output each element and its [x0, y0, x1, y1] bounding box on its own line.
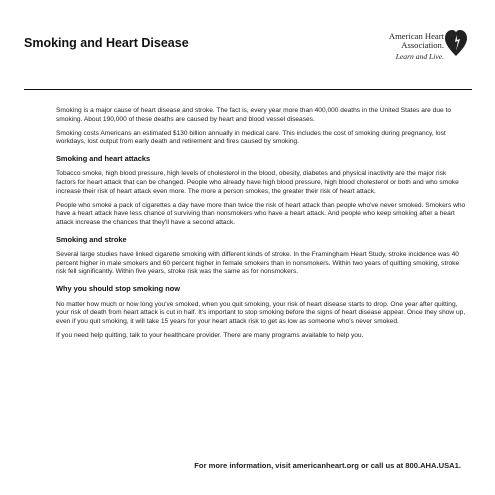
article-body	[56, 107, 466, 346]
section-paragraph: Several large studies have linked cigarette smoking with different kinds of stroke. In the Framingham Heart Study, stroke incidence was 40 percent higher in male smokers and 60 percent higher in female smokers than in nonsmokers. Within two years of quitting smoking, stroke risk fell significantly. Within five years, stroke risk was the same as for nonsmokers.	[56, 251, 460, 276]
logo-line-1: American Heart	[388, 31, 444, 41]
section-heading-heart-attacks: Smoking and heart attacks	[56, 153, 151, 163]
footer-contact: For more information, visit americanheart.org or call us at 800.AHA.USA1.	[194, 461, 461, 470]
header-divider	[24, 89, 472, 90]
intro-paragraph: Smoking costs Americans an estimated $130 billion annually in medical care. This includes the cost of smoking during pregnancy, lost workdays, lost output from early death and retirement and fires caused by smoking.	[56, 129, 446, 146]
section-paragraph: No matter how much or how long you've smoked, when you quit smoking, your risk of heart disease starts to drop. One year after quitting, your risk of death from heart attack is cut in half. It's important to stop smoking before the signs of heart disease appear. Once they show up, even if you quit smoking, it will take 15 years for your heart attack risk to get as low as someone who's never smoked.	[56, 300, 466, 325]
section-heading-stop-smoking: Why you should stop smoking now	[56, 283, 180, 293]
aha-logo	[374, 26, 474, 68]
page-title: Smoking and Heart Disease	[24, 36, 189, 50]
section-paragraph: If you need help quitting, talk to your healthcare provider. There are many programs available to help you.	[56, 331, 364, 339]
logo-name	[389, 32, 444, 50]
logo-tagline: Learn and Live.	[395, 52, 444, 61]
section-paragraph: Tobacco smoke, high blood pressure, high levels of cholesterol in the blood, obesity, diabetes and physical inactivity are the major risk factors for heart attack that can be changed. People who already have high blood pressure, high blood cholesterol or both and who smoke increase their risk of heart attack even more. The more a person smokes, the greater their risk of heart attack.	[56, 170, 459, 195]
intro-paragraph: Smoking is a major cause of heart disease and stroke. The fact is, every year more than 400,000 deaths in the United States are due to smoking. About 190,000 of these deaths are caused by heart and blood vessel diseases.	[56, 107, 451, 123]
torch-heart-icon	[444, 28, 468, 63]
section-paragraph: People who smoke a pack of cigarettes a day have more than twice the risk of heart attack than people who've never smoked. Smokers who have a heart attack have less chance of surviving than nonsmokers who have a heart attack. And people who keep smoking after a heart attack increase the chances that they'll have a second attack.	[56, 201, 466, 226]
logo-line-2: Association.	[401, 40, 444, 50]
section-heading-stroke: Smoking and stroke	[56, 234, 127, 244]
